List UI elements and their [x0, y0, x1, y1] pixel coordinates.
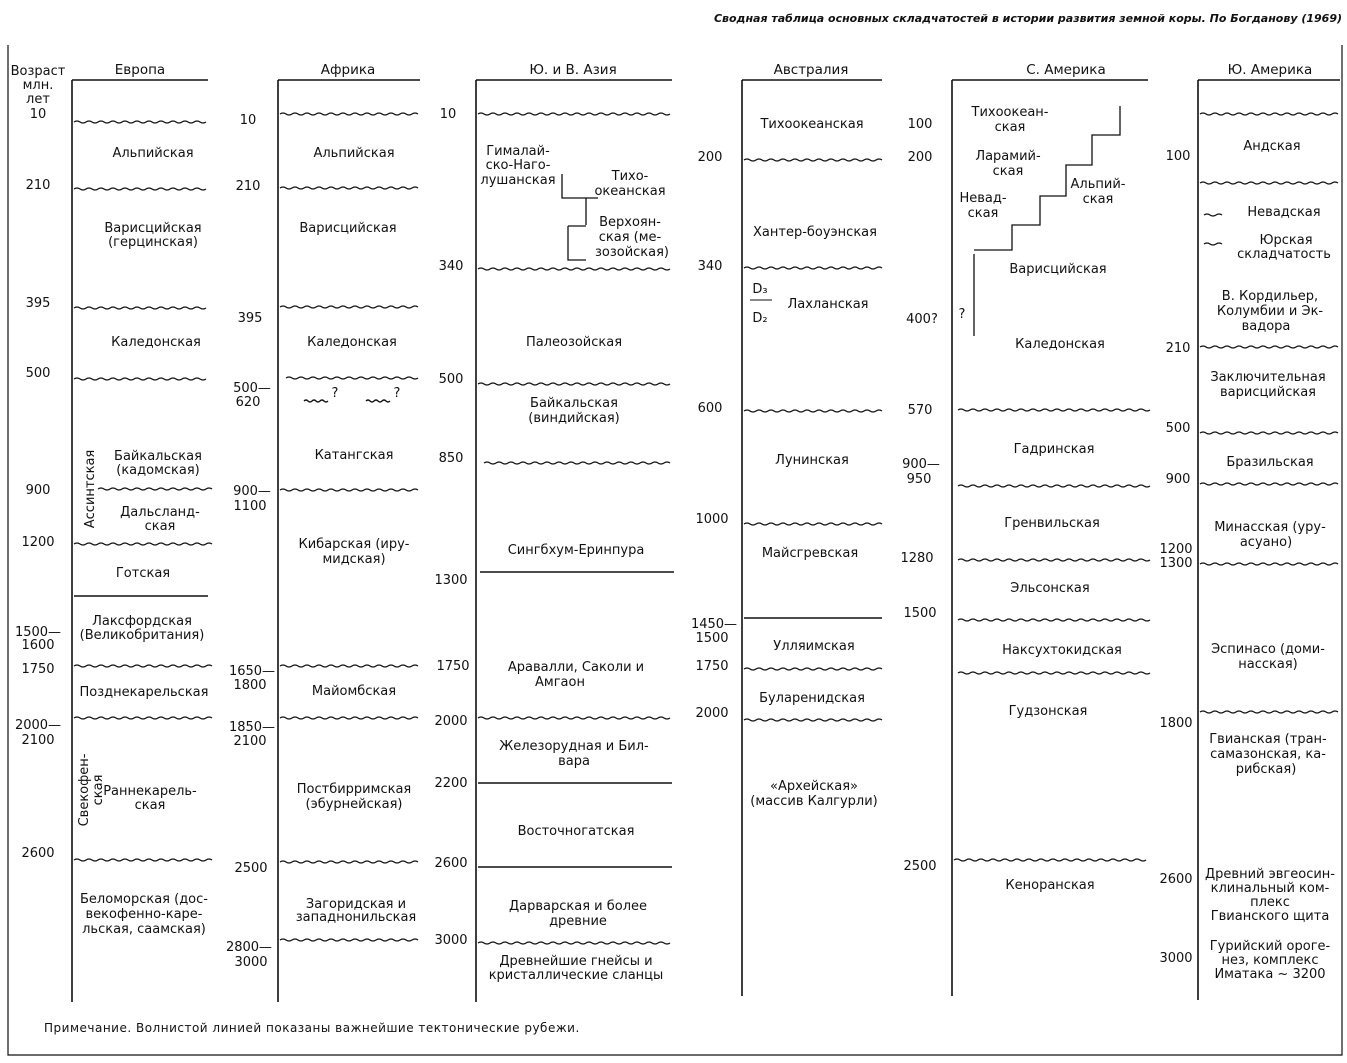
- column-asia: [434, 62, 674, 1002]
- fold-label: варисцийская: [1219, 385, 1317, 400]
- age-label: 400?: [906, 312, 938, 327]
- age-label: 900—: [233, 484, 271, 499]
- fold-label: Наксухтокидская: [1002, 643, 1122, 658]
- age-label: 1280: [900, 551, 934, 566]
- fold-label: Юрская: [1259, 233, 1313, 248]
- fold-label: Хантер-боуэнская: [753, 225, 877, 240]
- fold-label: вадора: [1241, 319, 1291, 334]
- uncertain-mark: ?: [958, 307, 966, 322]
- age-label: 340: [438, 259, 464, 274]
- fold-label: мидская): [322, 552, 386, 567]
- fold-label: Тихоокеан-: [971, 105, 1049, 120]
- age-label: 2600: [434, 856, 468, 871]
- fold-label: Раннекарель-: [103, 784, 197, 799]
- fold-label: Колумбии и Эк-: [1216, 304, 1324, 319]
- wave-boundary: [280, 861, 418, 863]
- wave-boundary: [74, 378, 206, 380]
- column-header-s-america: Ю. Америка: [1227, 62, 1313, 78]
- fold-label: Дарварская и более: [508, 899, 648, 914]
- column-header-asia: Ю. и В. Азия: [529, 62, 617, 78]
- fold-label: Гренвильская: [1004, 516, 1100, 531]
- age-label: 570: [907, 403, 933, 418]
- wave-boundary: [74, 859, 212, 861]
- fold-label: ская: [994, 120, 1026, 135]
- age-label: 1000: [695, 512, 729, 527]
- fold-label: В. Кордильер,: [1221, 289, 1319, 304]
- fold-label: Бразильская: [1226, 455, 1314, 470]
- wave-boundary: [74, 543, 212, 545]
- age-label: 500—: [233, 381, 271, 396]
- fold-label: ская: [1082, 192, 1114, 207]
- fold-label: Майсгревская: [761, 546, 859, 561]
- fold-label: «Архейская»: [770, 779, 858, 794]
- fold-label: Андская: [1243, 139, 1301, 154]
- age-label: 340: [697, 259, 723, 274]
- age-label: 2600: [21, 846, 55, 861]
- fold-label: Гвианская (тран-: [1209, 732, 1327, 747]
- wave-boundary: [1200, 483, 1338, 485]
- fold-label: ская (ме-: [598, 230, 662, 245]
- wave-boundary: [484, 462, 670, 464]
- vertical-label: Ассинтская: [83, 449, 98, 529]
- wave-boundary: [74, 307, 206, 309]
- wave-boundary: [1200, 182, 1338, 184]
- age-label: 500: [438, 372, 464, 387]
- fold-label: Альпий-: [1070, 177, 1126, 192]
- age-label: 500: [1165, 421, 1191, 436]
- fold-label: Амгаон: [535, 675, 585, 690]
- fold-label: Минасская (уру-: [1214, 520, 1326, 535]
- fold-label: асуано): [1239, 535, 1293, 550]
- period-mark: D₃: [752, 282, 768, 297]
- age-label: 10: [29, 107, 47, 122]
- fold-label: самазонская, ка-: [1210, 747, 1326, 762]
- age-label: 100: [1165, 149, 1191, 164]
- fold-label: Заключительная: [1210, 370, 1326, 385]
- age-label: 1500—: [14, 625, 62, 640]
- wave-boundary: [1200, 432, 1338, 434]
- age-label: 1500: [695, 631, 729, 646]
- wave-boundary: [280, 306, 418, 308]
- fold-label: Гудзонская: [1008, 704, 1088, 719]
- wave-boundary: [304, 400, 328, 402]
- uncertain-mark: ?: [331, 386, 339, 401]
- fold-label: Невад-: [959, 191, 1007, 206]
- wave-boundary: [958, 619, 1150, 621]
- fold-label: Ларамий-: [975, 149, 1041, 164]
- fold-label: (виндийская): [528, 411, 620, 426]
- age-label: 1750: [695, 659, 729, 674]
- age-label: 1450—: [690, 617, 738, 632]
- wave-boundary: [958, 672, 1150, 674]
- fold-label: Аравалли, Саколи и: [507, 660, 645, 675]
- fold-label: Гадринская: [1013, 442, 1095, 457]
- age-label: 2000: [695, 706, 729, 721]
- fold-label: Улляимская: [773, 639, 855, 654]
- age-label: 1200: [1159, 542, 1193, 557]
- fold-label: (Великобритания): [79, 628, 205, 643]
- age-label: 210: [235, 179, 261, 194]
- fold-label: льская, саамская): [82, 922, 206, 937]
- age-label: 2100: [21, 733, 55, 748]
- fold-label: Сингбхум-Еринпура: [507, 543, 645, 558]
- fold-label: Байкальская: [114, 449, 202, 464]
- wave-boundary: [958, 559, 1150, 561]
- fold-label: клинальный ком-: [1210, 881, 1330, 896]
- age-label: 3000: [1159, 951, 1193, 966]
- age-label: 850: [438, 451, 464, 466]
- fold-label: Позднекарельская: [79, 685, 209, 700]
- age-label: 1750: [436, 659, 470, 674]
- wave-boundary: [98, 488, 212, 490]
- wave-boundary: [478, 717, 670, 719]
- wave-boundary: [1200, 563, 1338, 565]
- age-label: 1100: [233, 499, 267, 514]
- fold-label: Гурийский ороге-: [1209, 939, 1331, 954]
- vertical-label: ская: [91, 774, 106, 806]
- age-label: 2100: [233, 734, 267, 749]
- age-label: 3000: [434, 933, 468, 948]
- wave-boundary: [478, 268, 670, 270]
- fold-label: ская: [134, 798, 166, 813]
- wave-boundary: [744, 719, 882, 721]
- column-header-australia: Австралия: [773, 62, 849, 78]
- fold-label: Байкальская: [530, 396, 618, 411]
- column-header-africa: Африка: [320, 62, 376, 78]
- fold-label: Иматака ~ 3200: [1214, 967, 1326, 982]
- age-label: 2600: [1159, 872, 1193, 887]
- fold-label: складчатость: [1237, 247, 1331, 262]
- fold-label: (эбурнейская): [305, 797, 403, 812]
- wave-boundary: [366, 400, 390, 402]
- wave-boundary: [1204, 243, 1222, 245]
- wave-boundary: [744, 523, 882, 525]
- age-label: 1200: [21, 535, 55, 550]
- fold-label: Буларенидская: [759, 691, 865, 706]
- wave-boundary: [74, 717, 212, 719]
- fold-label: лушанская: [480, 173, 556, 188]
- fold-label: Лунинская: [775, 453, 849, 468]
- footnote: Примечание. Волнистой линией показаны важнейшие тектонические рубежи.: [44, 1021, 580, 1035]
- fold-label: кристаллические сланцы: [488, 968, 664, 983]
- age-label: 2000: [434, 714, 468, 729]
- age-label: 2500: [234, 861, 268, 876]
- fold-label: Загоридская и: [305, 897, 407, 912]
- fold-label: (кадомская): [116, 463, 200, 478]
- age-label: 1650—: [228, 664, 276, 679]
- period-mark: D₂: [752, 311, 768, 326]
- fold-label: Лаксфордская: [92, 614, 192, 629]
- age-header: Возраст: [10, 64, 66, 79]
- wave-boundary: [74, 121, 206, 123]
- age-label: 1300: [1159, 556, 1193, 571]
- fold-label: ско-Наго-: [485, 158, 551, 173]
- fold-label: ская: [967, 206, 999, 221]
- fold-label: Альпийская: [112, 146, 194, 161]
- column-europe: [11, 62, 212, 1002]
- wave-boundary: [1200, 113, 1338, 115]
- fold-label: Постбирримская: [296, 782, 412, 797]
- fold-label: Каледонская: [1015, 337, 1105, 352]
- wave-boundary: [280, 187, 418, 189]
- fold-label: Дальсланд-: [120, 505, 200, 520]
- wave-boundary: [744, 668, 882, 670]
- wave-boundary: [280, 489, 418, 491]
- fold-label: вара: [558, 754, 590, 769]
- fold-label: Кибарская (иру-: [298, 537, 410, 552]
- fold-label: Древнейшие гнейсы и: [499, 954, 653, 969]
- column-rule: [72, 80, 208, 1002]
- fold-label: ская: [144, 519, 176, 534]
- uncertain-mark: ?: [393, 386, 401, 401]
- age-label: 1600: [21, 638, 55, 653]
- column-rule: [742, 80, 882, 996]
- fold-label: Катангская: [314, 448, 394, 463]
- age-label: 2200: [434, 776, 468, 791]
- fold-label: (герцинская): [108, 235, 198, 250]
- fold-label: Каледонская: [111, 335, 201, 350]
- wave-boundary: [286, 377, 418, 379]
- fold-label: зозойская): [594, 245, 670, 260]
- fold-label: Железорудная и Бил-: [499, 739, 649, 754]
- wave-boundary: [280, 939, 418, 941]
- staircase-connector: [974, 106, 1120, 336]
- fold-label: Кеноранская: [1005, 878, 1095, 893]
- fold-label: Каледонская: [307, 335, 397, 350]
- age-label: 1500: [903, 606, 937, 621]
- age-label: 395: [237, 311, 263, 326]
- fold-label: Варисцийская: [1009, 262, 1107, 277]
- wave-boundary: [280, 113, 418, 115]
- column-africa: [226, 62, 420, 1002]
- column-header-n-america: С. Америка: [1026, 62, 1106, 78]
- wave-boundary: [478, 113, 670, 115]
- age-header: лет: [26, 92, 50, 107]
- figure-caption: Сводная таблица основных складчатостей в истории развития земной коры. По Богданову (1969): [713, 12, 1342, 25]
- age-label: 950: [906, 472, 932, 487]
- column-s-america: [1159, 62, 1340, 1000]
- wave-boundary: [954, 859, 1146, 861]
- wave-boundary: [74, 665, 212, 667]
- fold-label: насская): [1238, 657, 1298, 672]
- fold-label: океанская: [594, 184, 666, 199]
- fold-label: Лахланская: [787, 297, 869, 312]
- column-header-europe: Европа: [114, 62, 166, 78]
- wave-boundary: [478, 942, 670, 944]
- wave-boundary: [744, 410, 882, 412]
- wave-boundary: [744, 159, 882, 161]
- wave-boundary: [280, 717, 418, 719]
- fold-label: Гвианского щита: [1210, 909, 1330, 924]
- age-label: 10: [439, 107, 457, 122]
- vertical-label: Свекофен-: [77, 753, 92, 827]
- fold-label: Эспинасо (доми-: [1211, 642, 1325, 657]
- age-label: 2000—: [14, 718, 62, 733]
- age-label: 1800: [1159, 716, 1193, 731]
- fold-label: древние: [549, 914, 607, 929]
- wave-boundary: [1200, 346, 1338, 348]
- fold-label: Готская: [115, 566, 171, 581]
- fold-label: рибская): [1235, 762, 1297, 777]
- age-label: 200: [907, 150, 933, 165]
- fold-label: Тихоокеанская: [760, 117, 864, 132]
- wave-boundary: [478, 383, 670, 385]
- age-label: 1300: [434, 573, 468, 588]
- fold-label: Восточногатская: [517, 824, 635, 839]
- fold-label: Альпийская: [313, 146, 395, 161]
- wave-boundary: [1200, 711, 1338, 713]
- age-label: 900: [25, 483, 51, 498]
- age-label: 100: [907, 117, 933, 132]
- wave-boundary: [74, 188, 206, 190]
- wave-boundary: [280, 665, 418, 667]
- fold-label: Беломорская (дос-: [80, 892, 208, 907]
- fold-label: Древний эвгеосин-: [1205, 867, 1335, 882]
- age-label: 1800: [233, 678, 267, 693]
- age-label: 900—: [902, 457, 940, 472]
- fold-label: ская: [992, 164, 1024, 179]
- fold-label: Невадская: [1247, 205, 1321, 220]
- age-label: 1850—: [228, 720, 276, 735]
- age-label: 2800—: [225, 940, 273, 955]
- fold-label: нез, комплекс: [1221, 953, 1319, 968]
- fold-label: Гималай-: [486, 144, 550, 159]
- column-n-america: [900, 62, 1150, 996]
- age-label: 200: [697, 150, 723, 165]
- fold-label: Варисцийская: [299, 221, 397, 236]
- fold-label: (массив Калгурли): [750, 794, 878, 809]
- fold-label: Майомбская: [311, 684, 397, 699]
- age-label: 1750: [21, 662, 55, 677]
- age-header: млн.: [22, 78, 54, 93]
- age-label: 395: [25, 296, 51, 311]
- fold-label: Тихо-: [611, 169, 649, 184]
- bracket-connector: [562, 174, 598, 260]
- age-label: 210: [25, 178, 51, 193]
- wave-boundary: [744, 267, 882, 269]
- age-label: 210: [1165, 341, 1191, 356]
- column-australia: [691, 62, 882, 996]
- fold-label: плекс: [1250, 895, 1290, 910]
- age-label: 600: [697, 401, 723, 416]
- fold-label: Эльсонская: [1010, 581, 1090, 596]
- fold-label: Варисцийская: [104, 221, 202, 236]
- fold-label: Палеозойская: [525, 335, 623, 350]
- fold-label: западнонильская: [295, 910, 417, 925]
- wave-boundary: [958, 409, 1150, 411]
- age-label: 3000: [234, 955, 268, 970]
- age-label: 2500: [903, 859, 937, 874]
- age-label: 900: [1165, 472, 1191, 487]
- wave-boundary: [1204, 214, 1222, 216]
- age-label: 500: [25, 366, 51, 381]
- fold-label: векофенно-каре-: [85, 907, 203, 922]
- wave-boundary: [958, 485, 1150, 487]
- table-frame: [8, 45, 1342, 1055]
- fold-label: Верхоян-: [599, 215, 661, 230]
- age-label: 10: [239, 113, 257, 128]
- age-label: 620: [235, 395, 261, 410]
